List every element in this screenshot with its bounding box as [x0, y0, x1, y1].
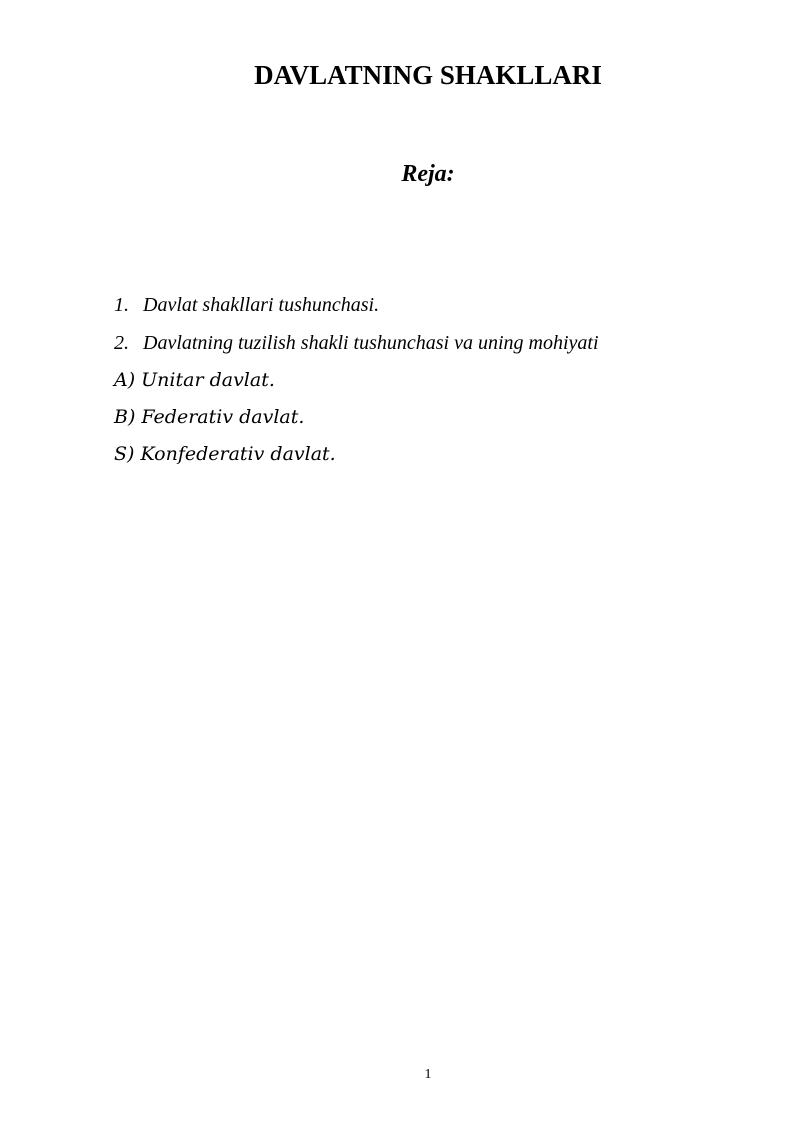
page-number: 1: [424, 1067, 432, 1082]
sub-item-federativ: B) Federativ davlat.: [114, 406, 305, 428]
plan-item-text: Davlatning tuzilish shakli tushunchasi va uning mohiyati: [143, 332, 599, 354]
plan-heading: Reja:: [401, 161, 455, 187]
sub-item-konfederativ: S) Konfederativ davlat.: [114, 443, 336, 465]
plan-item-2: [114, 330, 599, 368]
plan-item-number: 1.: [114, 294, 129, 316]
plan-item-1: [114, 292, 599, 330]
sub-item-list: [114, 366, 336, 477]
plan-list: [114, 292, 599, 368]
document-title: DAVLATNING SHAKLLARI: [254, 60, 602, 90]
plan-item-number: 2.: [114, 332, 129, 354]
sub-item-unitar: A) Unitar davlat.: [114, 369, 275, 391]
plan-item-text: Davlat shakllari tushunchasi.: [143, 294, 380, 316]
